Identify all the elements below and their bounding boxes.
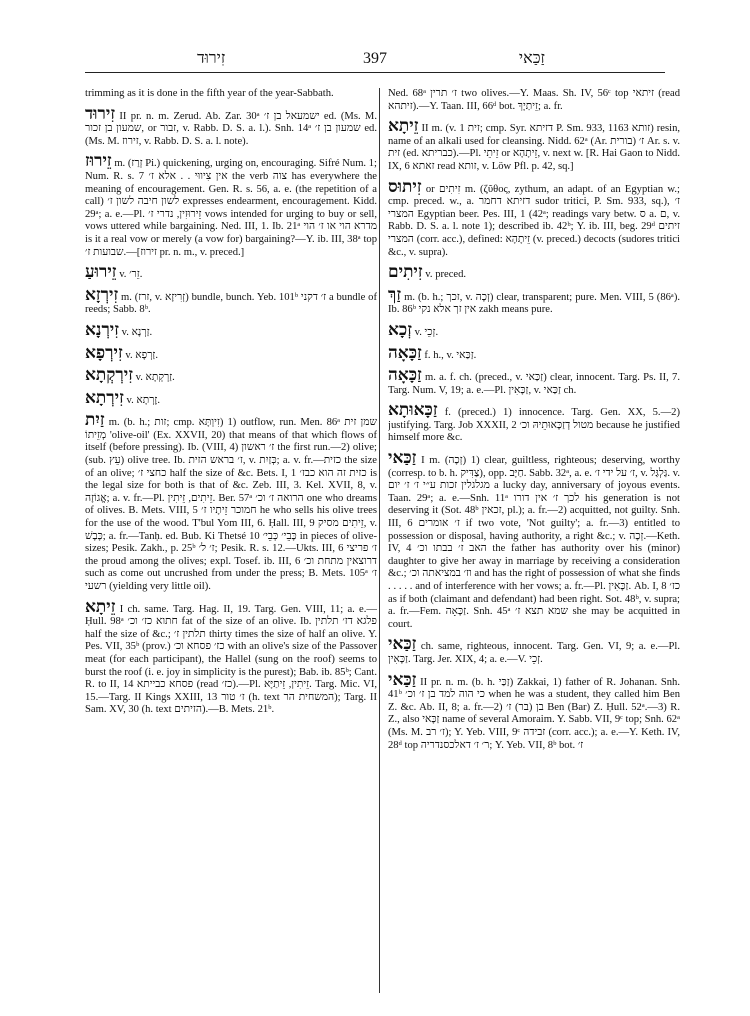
header-right-catchword: זַכַּאי [518,50,545,67]
dictionary-entry [388,448,680,631]
dictionary-entry [388,176,680,260]
entry-headword: זֵיתָא [388,116,419,136]
dictionary-entry [388,342,680,363]
entry-definition: f. h., v. זַכַּאי. [424,349,477,361]
dictionary-entry [85,103,377,149]
entry-definition: v. זֵר׳. [119,269,143,281]
page-number: 397 [363,50,387,67]
dictionary-entry [85,284,377,317]
entry-headword: זַךְ [388,284,402,304]
header-left-catchword: זִירוּד [197,50,226,67]
dictionary-entry [85,151,377,259]
entry-definition: m. a. f. ch. (preced., v. זַכַּאי) clear, innocent. Targ. Ps. II, 7. Targ. Num. V, 19; a. e.—Pl. זַכָּאִין, v. זַכַּאי ch. [388,372,680,396]
entry-definition: v. זְכֵי. [414,326,439,338]
entry-headword: זַיִת [85,410,105,430]
entry-definition: v. זַרְקְתָא. [135,372,175,384]
entry-headword: זַכַּאי [388,669,417,689]
entry-headword: זַכַּאי [388,634,417,654]
entry-definition: v. זֶרְתָא. [126,394,161,406]
entry-headword: זִירְתָא [85,387,124,407]
dictionary-entry [85,410,377,593]
entry-definition: II pr. n. m. Zerud. Ab. Zar. 30ᵃ ישמעאל בן ז׳ ed. (Ms. M. שמעון בן זכור, or זבור, v. Rabb. D. S. a. l.). Snh. 14ᵃ שמעון בן ז׳ ed. (Ms. M. זירוז, v. Rabb. D. S. a. l. note). [85,110,377,147]
dictionary-entry [85,365,377,385]
dictionary-entry [388,116,680,173]
entry-definition: II pr. n. m. (b. h. זַכַּי) Zakkai, 1) father of R. Johanan. Snh. 41ᵇ כי הוה למד בן ז׳ וכ׳ when he was a student, they called him Ben Z. &c. Ab. II, 8; a. fr.—2) בן (בר) ז׳ Ben (Bar) Z. Ḥull. 52ᵃ.—3) R. Z., also זַכָּאי name of several Amoraim. Y. Sabb. VII, 9ᶜ top; Snh. 62ᵃ (Ms. M. ז׳ רב); Y. Yeb. VIII, 9ᶜ זבידה (corr. acc.); a. e.—Y. Keth. IV, 28ᵈ top ר׳ ז׳ דאלכסנדריה; Y. Yeb. VII, 8ᵇ bot. ז׳ [388,676,680,751]
entry-headword: זַכָּאָה [388,365,422,385]
entry-definition: v. זַרְנָא. [121,326,153,338]
entry-definition: Ned. 68ᵃ ז׳ תרין two olives.—Y. Maas. Sh. IV, 56ᶜ top זיתאי (read זיתהא).—Y. Taan. III, 66ᵈ bot. זֵיתַיָךְ; a. fr. [388,88,680,112]
header-rule [85,72,665,73]
dictionary-entry [388,669,680,753]
entry-headword: זִיתִים [388,262,423,282]
entry-definition: I ch. same. Targ. Hag. II, 19. Targ. Gen. VIII, 11; a. e.—Ḥull. 98ᵃ חתוא כז׳ וכ׳ fat of the size of an olive. Ib. פלגא דז׳ תלתין half the size of &c.; תלתין ז׳ thirty times the size of half an olive. Y. Pes. VII, 35ᵇ (prov.) כז׳ פסחא וכ׳ with an olive's size of the Passover meat (for each participant), the Hallel (sung on the roof) seems to burst the roof (i. e. joy in simplicity is the purest); Bab. ib. 85ᵇ; Cant. R. to II, 14 פסחא כבייתא (read כז׳).—Pl. זֵיתִין, זֵיתַיָּא. Targ. Mic. VI, 15.—Targ. II Kings XXIII, 13 ז׳ טור (h. text המשחית הר); Targ. II Sam. XV, 30 (h. text הזיתים).—B. Mets. 21ᵇ. [85,603,377,716]
entry-headword: זֵירוּעַ [85,262,117,282]
entry-headword: זִירְפָא [85,342,123,362]
dictionary-entry [85,387,377,408]
dictionary-entry [388,319,680,340]
entry-headword: זִירְנָא [85,319,119,339]
entry-definition: m. (זרז, v. זְרִיזָא) bundle, bunch. Yeb. 101ᵇ ז׳ דקני a bundle of reeds; Sabb. 8ᵇ. [85,291,377,316]
entry-definition: ch. same, righteous, innocent. Targ. Gen. VI, 9; a. e.—Pl. זַכָּאִין. Targ. Jer. XIX, 4; a. e.—V. זְכֵי. [388,641,680,665]
dictionary-entry [388,365,680,397]
entry-definition: v. זַרְפָא. [125,349,159,361]
dictionary-entry [388,634,680,666]
dictionary-entry [388,400,680,445]
entry-headword: זִירְקְתָא [85,365,133,385]
entry-definition: f. (preced.) 1) innocence. Targ. Gen. XX, 5.—2) justifying. Targ. Job XXXII, 2 מטול דְזַכָּאוּתֵיהּ וכ׳ because he justified himself more &c. [388,407,680,444]
entry-definition: m. (b. h.; זות; cmp. זִיוְתָּא) 1) outflow, run. Men. 86ᵃ שמן זית מְזֵיתוֹ 'olive-oil' (Ex. XXVII, 20) that means of that which flows of itself (before pressing). Ib. (VIII, 4) ז׳ ראשון the first run.—2) olive; (sub. עֵץ) olive tree. Ib. ז׳ בראש הזית, v. כְּזַיִת; a. v. fr.—כזית the size of an olive; כחצי ז׳ half the size of &c. Bets. I, 1 כזית זה הוא כבז׳ is the legal size for both is that of &c. Zeb. III, 3. Kel. XVII, 8, v. אֱגוֹזָה; a. v. fr.—Pl. זֵיתִים, זֵיתִין. Ber. 57ᵃ הרואה ז׳ וכ׳ one who dreams of olives. B. Mets. VIII, 5 חמוכר זֵיתָיו ז׳ he who sells his olive trees for the use of the wood. T'bul Yom III, 6. Ḥall. III, 9 זֵיתִים מסיק, v. כָּבָשׁ; a. fr.—Tanḥ. ed. Bub. Ki Thetsé 10 כָּבֵי׳ כְּבֵי׳ in pieces of olive-sizes; Pesik. Zakh., p. 25ᵇ ז׳ ל׳; Pesik. R. s. 12.—Ukts. III, 6 ז׳ פריצי the proud among the olives; expl. Tosef. ib. III, 6 דרוצאין מתחת וכ׳ such as come out uncrushed from under the press; B. Mets. 105ᵃ ז׳ רשעי (yielding very little oil). [85,417,377,592]
entry-definition: I m. (זְכָה) 1) clear, guiltless, righteous; deserving, worthy (corresp. to b. h. צַדִּיק), opp. חַיָּב. Sabb. 32ᵃ, a. e. ז׳ על ידי ז׳, v. גַּלְגַּל. v. מגלגלין זכות ע״י ז׳ ז׳ יום a lucky day, anniversary of joyous events. Taan. 29ᵃ; a. e.—Snh. 11ᵃ לכך ז׳ אין דורו his generation is not deserving it (Sot. 48ᵇ זכאין, pl.); a. fr.—2) acquitted, not guilty. Snh. III, 6 ז׳ אומרים if two vote, 'Not guilty'; a. fr.—3) entitled to possession or disposal, having authority, a right &c.; v. זְכָה.—Keth. IV, 4 האב ז׳ בבתו וכ׳ the father has authority over his (minor) daughter to give her away in marriage by receiving a consideration &c.; וז׳ במציאתה וכ׳ and has the right of possession of what she finds . . . . . and of interference with her vows; a. fr.—Pl. זַכָּאִין. Ab. I, 8 כז׳ as if both (claimant and defendant) had been right. Sot. 48ᵇ, v. supra; a. fr.—Fem. זַכָּאָה. Snh. 45ᵃ שמא תצא ז׳ she may be acquitted in court. [388,455,680,630]
entry-headword: זְכָא [388,319,412,339]
right-column [388,88,680,993]
dictionary-entry [85,319,377,340]
dictionary-entry [388,262,680,282]
dictionary-entry [85,596,377,717]
entry-definition: trimming as it is done in the fifth year of the year-Sabbath. [85,88,334,99]
entry-headword: זַכַּאי [388,448,417,468]
running-header [85,50,665,72]
entry-headword: זֵירוּז [85,151,112,171]
dictionary-entry [388,284,680,317]
entry-headword: זַכָּאוּתָא [388,400,438,420]
entry-headword: זַכָּאָה [388,342,422,362]
entry-headword: זִיתוּס [388,176,422,196]
entry-definition: m. (זְרַז Pi.) quickening, urging on, encouraging. Sifré Num. 1; Num. R. s. 7 אין צִיווּי . . אלא ז׳ the verb צוה has everywhere the meaning of encouragement. Gen. R. s. 56, a. e. (the repetition of a call) לשון חיבה לשון ז׳ expresses endearment, encouragement. Kidd. 29ᵃ; a. e.—Pl. זֵירוּזִין, נדרי ז׳ vows intended for urging to buy or sell, vows uttered while bargaining. Ned. III, 1. Ib. 21ᵃ מדרא הוי או ז׳ הוי is it a real vow or merely (a vow for) bargaining?—Y. ib. III, 38ᵃ top שבועות ז׳.—[זירוז pr. n. m., v. preced.] [85,158,377,258]
left-column [85,88,377,993]
dictionary-entry [85,342,377,363]
entry-headword: זִירְזָא [85,284,119,304]
entry-definition: v. preced. [425,269,467,281]
entry-headword: זִירוּד [85,103,116,123]
column-divider [379,88,380,993]
dictionary-entry [85,262,377,282]
entry-definition: m. (b. h.; זכך, v. זְכָה) clear, transparent; pure. Men. VIII, 5 (86ᵃ). Ib. 86ᵇ אין זך אלא נקי zakh means pure. [388,291,680,316]
dictionary-entry [388,88,680,113]
entry-headword: זֵיתָא [85,596,116,616]
entry-definition: II m. (v. זית 1; cmp. Syr. דזיתא P. Sm. 933, זותא 1163) resin, name of an alkali used for cleansing. Nidd. 62ᵃ (Ar. בורית) ז׳ Ar. s. v. זית (ed. כבריתא).—Pl. זֵיתֵי or זֵיתָהָא, v. next w. [R. Hai Gaon to Nidd. IX, 6 זאתא read זותא, v. Löw Pfl. p. 42, sq.] [388,123,680,172]
entry-definition: or זִיתִים m. (ζῦθος, zythum, an adapt. of an Egyptian w.; cmp. preced. w., a. דזיתא דחמר sudor tritici, P. Sm. 933, sq.), ז׳ המצרי Egyptian beer. Pes. III, 1 (42ᵃ; readings vary betw. ס a. ם, v. Rabb. D. S. a. l. note 1); described ib. 42ᵇ; Y. ib. III, beg. 29ᵈ זיתים המצרי (corr. acc.), defined: זֵיתָהָא (v. preced.) decocts (sudores tritici &c., v. supra). [388,183,680,258]
dictionary-entry [85,88,377,101]
